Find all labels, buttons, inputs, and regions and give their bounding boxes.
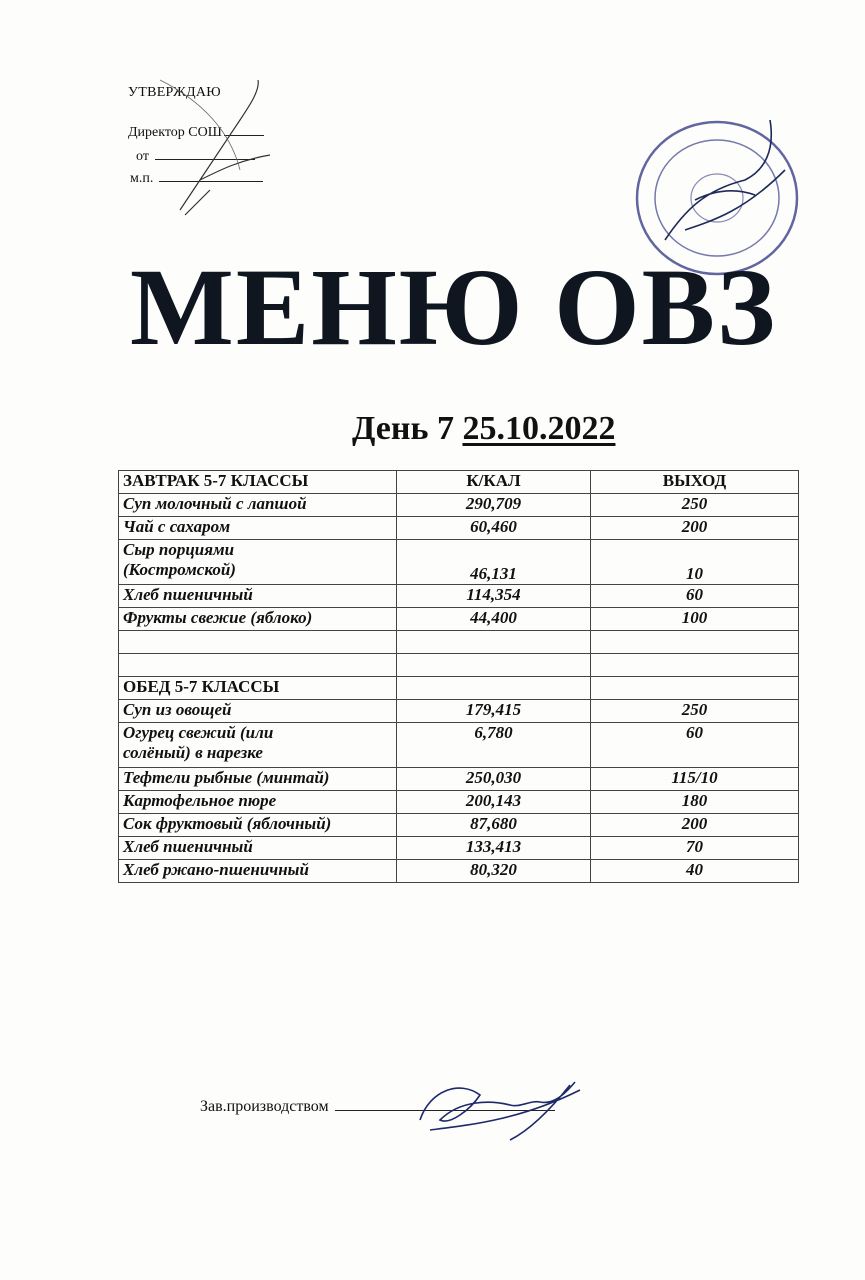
dish-name-line2: (Костромской)	[123, 560, 236, 579]
breakfast-header: ЗАВТРАК 5-7 КЛАССЫ	[119, 471, 397, 494]
dish-kcal: 290,709	[397, 494, 591, 517]
dish-yield: 250	[591, 700, 799, 723]
dish-name: Суп молочный с лапшой	[119, 494, 397, 517]
menu-table	[118, 470, 799, 883]
dish-yield: 70	[591, 837, 799, 860]
dish-yield: 40	[591, 860, 799, 883]
dish-yield: 115/10	[591, 768, 799, 791]
kcal-header: К/КАЛ	[397, 471, 591, 494]
dish-name-line1: Сыр порциями	[123, 540, 235, 559]
dish-name-line1: Огурец свежий (или	[123, 723, 274, 742]
dish-kcal: 133,413	[397, 837, 591, 860]
table-row	[119, 791, 799, 814]
dish-name-line2: солёный) в нарезке	[123, 743, 263, 762]
dish-kcal: 60,460	[397, 517, 591, 540]
dish-name: Чай с сахаром	[119, 517, 397, 540]
dish-kcal: 87,680	[397, 814, 591, 837]
day-heading	[352, 410, 615, 448]
dish-yield: 180	[591, 791, 799, 814]
table-row	[119, 517, 799, 540]
dish-name: Хлеб пшеничный	[119, 585, 397, 608]
dish-name: Тефтели рыбные (минтай)	[119, 768, 397, 791]
lunch-header: ОБЕД 5-7 КЛАССЫ	[119, 677, 397, 700]
approval-heading: УТВЕРЖДАЮ	[128, 85, 221, 100]
table-row	[119, 860, 799, 883]
table-row	[119, 608, 799, 631]
table-row	[119, 814, 799, 837]
dish-yield: 60	[591, 585, 799, 608]
manager-signature	[400, 1070, 600, 1160]
table-row	[119, 494, 799, 517]
table-row	[119, 700, 799, 723]
dish-kcal: 179,415	[397, 700, 591, 723]
dish-yield: 200	[591, 814, 799, 837]
director-label: Директор СОШ	[128, 125, 222, 140]
dish-yield: 250	[591, 494, 799, 517]
table-row	[119, 540, 799, 585]
page-title: МЕНЮ ОВЗ	[130, 246, 778, 368]
table-row	[119, 585, 799, 608]
table-header-row	[119, 471, 799, 494]
dish-name: Сок фруктовый (яблочный)	[119, 814, 397, 837]
dish-yield: 60	[591, 723, 799, 768]
director-signature	[140, 60, 300, 230]
dish-kcal: 46,131	[397, 540, 591, 585]
dish-name: Фрукты свежие (яблоко)	[119, 608, 397, 631]
dish-yield: 10	[591, 540, 799, 585]
day-label: День 7	[352, 410, 454, 447]
empty-row	[119, 654, 799, 677]
dish-kcal: 80,320	[397, 860, 591, 883]
dish-name: Хлеб ржано-пшеничный	[119, 860, 397, 883]
dish-name: Картофельное пюре	[119, 791, 397, 814]
table-row	[119, 768, 799, 791]
dish-name	[119, 723, 397, 768]
dish-kcal: 250,030	[397, 768, 591, 791]
dish-kcal: 6,780	[397, 723, 591, 768]
dish-kcal: 114,354	[397, 585, 591, 608]
lunch-header-row	[119, 677, 799, 700]
dish-yield: 200	[591, 517, 799, 540]
dish-name	[119, 540, 397, 585]
empty-row	[119, 631, 799, 654]
dish-kcal: 44,400	[397, 608, 591, 631]
dish-name: Хлеб пшеничный	[119, 837, 397, 860]
from-label: от	[136, 149, 149, 164]
table-row	[119, 723, 799, 768]
day-date: 25.10.2022	[462, 410, 616, 447]
yield-header: ВЫХОД	[591, 471, 799, 494]
seal-place-label: м.п.	[130, 171, 154, 186]
dish-yield: 100	[591, 608, 799, 631]
dish-kcal: 200,143	[397, 791, 591, 814]
table-row	[119, 837, 799, 860]
dish-name: Суп из овощей	[119, 700, 397, 723]
production-manager-label: Зав.производством	[200, 1098, 329, 1115]
